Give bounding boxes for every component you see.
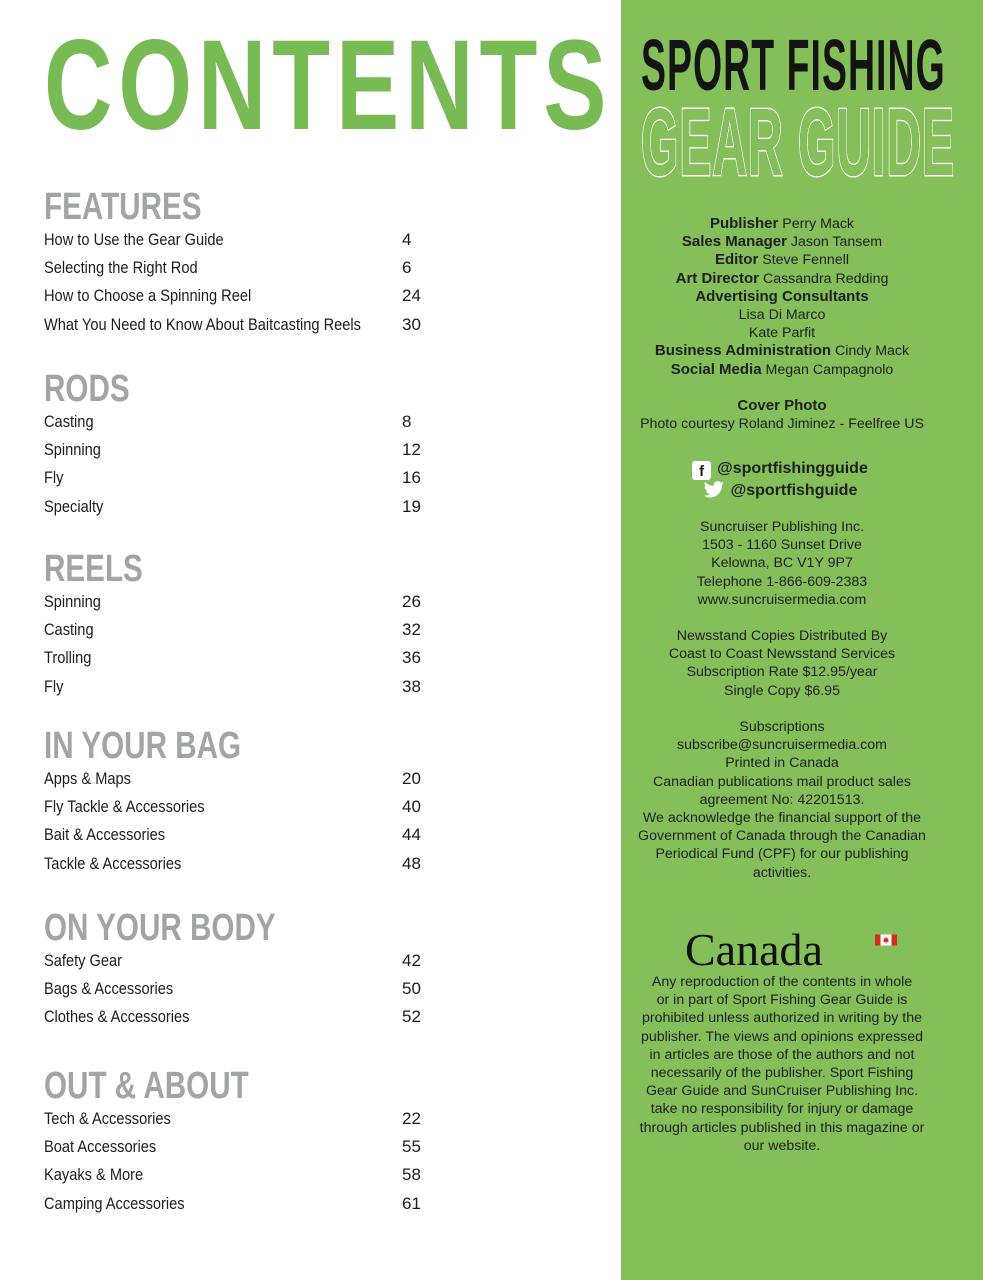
toc-page-number: 4 (402, 230, 412, 249)
section-heading: RODS (44, 368, 130, 410)
toc-label: Bags & Accessories (44, 979, 174, 999)
toc-page-number: 24 (402, 286, 421, 306)
toc-entry[interactable] (44, 1004, 424, 1032)
toc-label: Safety Gear (44, 951, 123, 970)
toc-page-number: 30 (402, 314, 421, 334)
toc-entry[interactable] (44, 1134, 424, 1162)
distribution-line: Newsstand Copies Distributed By (676, 628, 888, 644)
subscriptions-line: agreement No: 42201513. (699, 791, 865, 808)
disclaimer-line: through articles published in this magazine or (639, 1119, 925, 1136)
toc-entry[interactable] (44, 1162, 424, 1190)
toc-label: Bait & Accessories (44, 825, 166, 845)
section-out-and-about (44, 1066, 424, 1219)
toc-label: Spinning (44, 440, 101, 460)
twitter-icon (703, 481, 725, 499)
staff-name: Megan Campagnolo (765, 361, 894, 378)
disclaimer-line: publisher. The views and opinions expressed (640, 1028, 924, 1045)
toc-page-number: 58 (402, 1165, 421, 1185)
toc-entry[interactable] (44, 851, 424, 879)
toc-page-number: 38 (402, 676, 421, 696)
toc-label: Fly (44, 468, 64, 488)
twitter-handle: @sportfishguide (730, 482, 858, 499)
distribution-line: Single Copy $6.95 (724, 682, 840, 699)
facebook-handle: @sportfishingguide (717, 460, 868, 477)
subscriptions-line: Canadian publications mail product sales (653, 773, 911, 790)
staff-name: Steve Fennell (762, 252, 850, 269)
disclaimer-line: Gear Guide and SunCruiser Publishing Inc. (645, 1083, 919, 1100)
toc-page-number: 50 (402, 979, 421, 999)
toc-entry[interactable] (44, 674, 424, 702)
toc-page-number: 52 (402, 1007, 421, 1027)
phone-number: Telephone 1-866-609-2383 (696, 573, 868, 590)
staff-role: Cover Photo (737, 397, 827, 415)
section-heading: FEATURES (44, 186, 202, 228)
section-heading: OUT & ABOUT (44, 1065, 249, 1107)
disclaimer (623, 973, 941, 1155)
toc-entry[interactable] (44, 617, 424, 645)
toc-entry[interactable] (44, 976, 424, 1004)
section-on-your-body (44, 908, 424, 1033)
subscriptions-line: Printed in Canada (725, 755, 839, 772)
disclaimer-line: Any reproduction of the contents in whole (651, 974, 913, 990)
subscriptions-email[interactable]: subscribe@suncruisermedia.com (677, 737, 887, 754)
staff-role: Sales Manager (681, 233, 787, 251)
section-heading: ON YOUR BODY (44, 907, 276, 949)
toc-page-number: 8 (402, 412, 412, 431)
staff-name: Lisa Di Marco (738, 307, 826, 324)
toc-entry[interactable] (44, 255, 424, 283)
toc-page-number: 42 (402, 951, 421, 970)
toc-entry[interactable] (44, 948, 424, 976)
toc-label: Fly (44, 676, 64, 696)
disclaimer-line: take no responsibility for injury or damage (650, 1101, 914, 1118)
staff-name: Cindy Mack (834, 343, 910, 360)
staff-role: Art Director (675, 269, 759, 287)
toc-label: Boat Accessories (44, 1137, 157, 1157)
brand-title-line1: SPORT FISHING (641, 26, 946, 106)
toc-page-number: 32 (402, 620, 421, 640)
section-heading: IN YOUR BAG (44, 725, 242, 767)
toc-page-number: 55 (402, 1137, 421, 1157)
brand-title-line2 (641, 89, 956, 196)
toc-label: Specialty (44, 496, 104, 516)
masthead-panel (621, 0, 983, 1280)
toc-label: Fly Tackle & Accessories (44, 797, 205, 817)
staff-role: Social Media (670, 360, 762, 378)
toc-entry[interactable] (44, 766, 424, 794)
toc-entry[interactable] (44, 794, 424, 822)
toc-page-number: 12 (402, 440, 421, 460)
toc-label: Camping Accessories (44, 1193, 185, 1213)
section-heading: REELS (44, 548, 143, 590)
publisher-address (623, 518, 941, 609)
toc-entry[interactable] (44, 494, 424, 522)
toc-page-number: 36 (402, 648, 421, 668)
toc-entry[interactable] (44, 283, 424, 311)
toc-page-number: 44 (402, 825, 421, 845)
distribution-line: Subscription Rate $12.95/year (686, 664, 878, 681)
disclaimer-line: or in part of Sport Fishing Gear Guide is (656, 992, 908, 1009)
company-name: Suncruiser Publishing Inc. (699, 519, 865, 535)
social-links (621, 458, 939, 501)
toc-page-number: 48 (402, 853, 421, 873)
subscriptions-line: Government of Canada through the Canadian (638, 828, 926, 845)
toc-label: Spinning (44, 592, 101, 611)
toc-label: Selecting the Right Rod (44, 258, 198, 278)
cover-photo-credit: Photo courtesy Roland Jiminez - Feelfree US (640, 416, 924, 433)
toc-page-number: 40 (402, 797, 421, 817)
toc-entry[interactable] (44, 822, 424, 850)
toc-page-number: 19 (402, 496, 421, 516)
website-link[interactable]: www.suncruisermedia.com (697, 591, 867, 608)
disclaimer-line: in articles are those of the authors and not (649, 1046, 915, 1063)
toc-entry[interactable] (44, 645, 424, 673)
staff-name: Jason Tansem (790, 234, 883, 251)
staff-role: Business Administration (654, 342, 832, 360)
subscriptions-line: activities. (752, 864, 812, 881)
toc-label: How to Choose a Spinning Reel (44, 286, 252, 306)
staff-name: Cassandra Redding (762, 270, 889, 287)
staff-name: Perry Mack (782, 216, 855, 232)
subscriptions-line: We acknowledge the financial support of the (642, 810, 922, 827)
toc-page-number: 16 (402, 468, 421, 488)
toc-page-number: 61 (402, 1193, 421, 1213)
toc-label: Apps & Maps (44, 769, 131, 788)
city-address: Kelowna, BC V1Y 9P7 (711, 555, 853, 572)
toc-label: Trolling (44, 648, 92, 668)
section-in-your-bag (44, 726, 424, 879)
toc-entry[interactable] (44, 465, 424, 493)
section-rods (44, 369, 424, 522)
toc-page-number: 22 (402, 1109, 421, 1128)
toc-entry[interactable] (44, 409, 424, 437)
brand-title-line2-text: GEAR GUIDE (641, 89, 956, 196)
facebook-icon: f (692, 461, 711, 480)
section-reels (44, 549, 424, 702)
distribution-info (623, 627, 941, 700)
toc-label: Kayaks & More (44, 1165, 144, 1185)
disclaimer-line: necessarily of the publisher. Sport Fishing (650, 1065, 914, 1082)
twitter-link[interactable] (621, 480, 939, 501)
toc-entry[interactable] (44, 312, 424, 340)
staff-role: Advertising Consultants (695, 287, 869, 305)
toc-entry[interactable] (44, 437, 424, 465)
toc-label: Clothes & Accessories (44, 1007, 190, 1027)
contents-title: CONTENTS (44, 14, 613, 157)
subscriptions-info (623, 718, 941, 882)
toc-page-number: 26 (402, 592, 421, 611)
subscriptions-line: Subscriptions (739, 719, 825, 735)
street-address: 1503 - 1160 Sunset Drive (702, 537, 862, 554)
canada-wordmark (685, 924, 823, 976)
toc-label: Casting (44, 412, 94, 431)
canada-wordmark-text: Canada (685, 924, 823, 975)
toc-entry[interactable] (44, 227, 424, 255)
toc-entry[interactable] (44, 1106, 424, 1134)
section-features (44, 187, 424, 340)
distribution-line: Coast to Coast Newsstand Services (668, 646, 896, 663)
disclaimer-line: our website. (743, 1137, 821, 1154)
toc-page-number: 6 (402, 258, 412, 278)
staff-role: Editor (714, 251, 759, 269)
toc-page-number: 20 (402, 769, 421, 788)
staff-role: Publisher (709, 215, 779, 232)
staff-name: Kate Parfit (748, 325, 816, 342)
toc-entry[interactable] (44, 589, 424, 617)
toc-label: Tackle & Accessories (44, 853, 182, 873)
toc-label: Casting (44, 620, 94, 640)
subscriptions-line: Periodical Fund (CPF) for our publishing (655, 846, 909, 863)
toc-label: Tech & Accessories (44, 1109, 171, 1128)
toc-entry[interactable] (44, 1191, 424, 1219)
toc-label: What You Need to Know About Baitcasting Reels (44, 314, 361, 334)
facebook-link[interactable] (621, 458, 939, 480)
canada-flag-icon (875, 934, 897, 946)
toc-label: How to Use the Gear Guide (44, 230, 224, 249)
staff-credits (623, 215, 941, 433)
disclaimer-line: prohibited unless authorized in writing by the (642, 1010, 922, 1027)
